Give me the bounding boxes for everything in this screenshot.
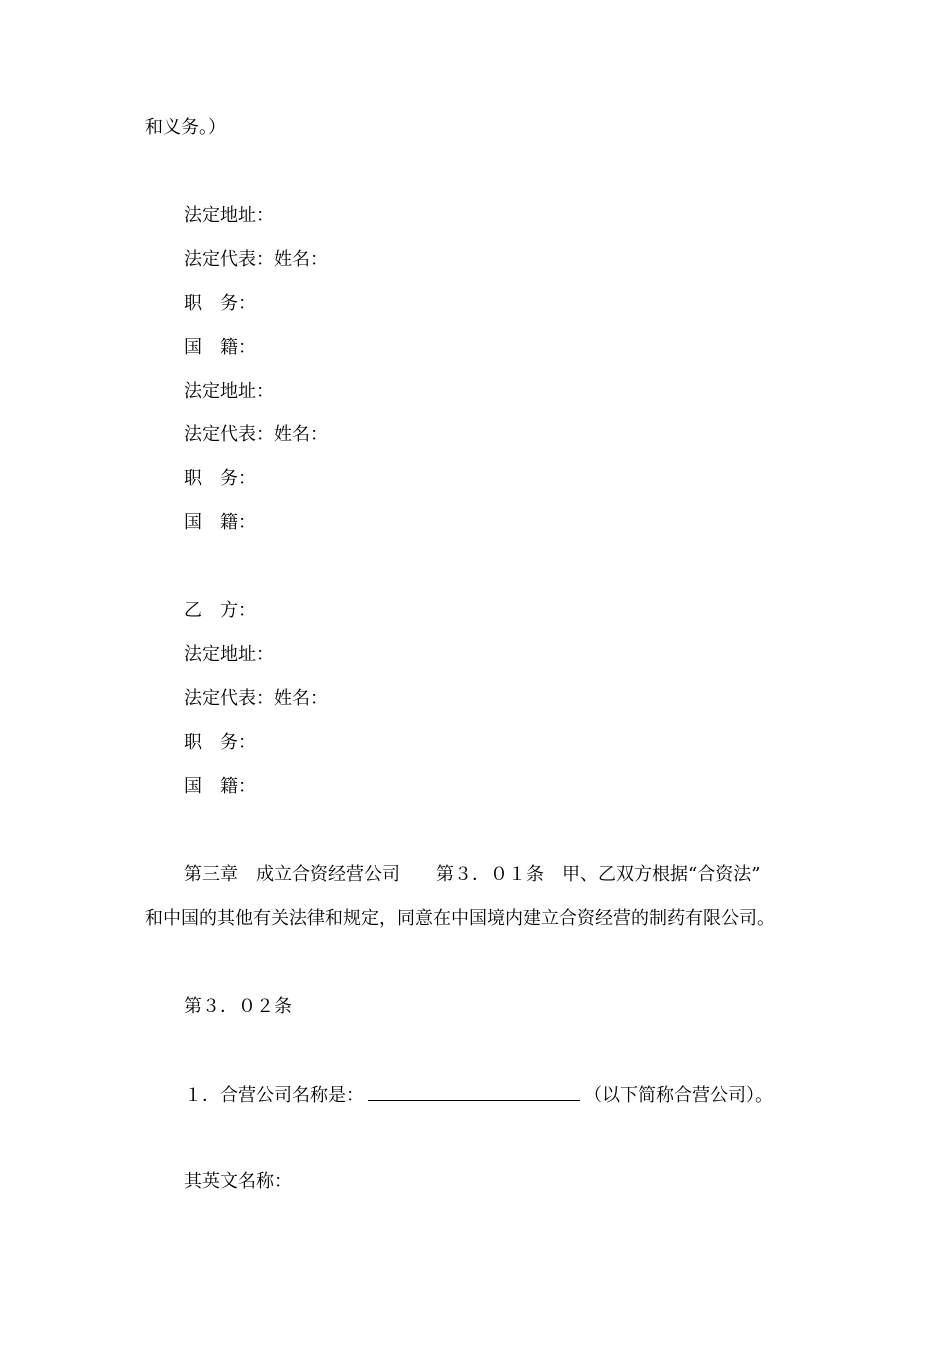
party-a-rep2-nationality-label: 国 籍：	[184, 512, 256, 533]
company-name-line	[184, 1082, 773, 1106]
party-a-rep1-legal-rep-label: 法定代表：姓名：	[184, 249, 328, 270]
party-a-rep1-position-label: 职 务：	[184, 293, 256, 314]
party-b-position-label: 职 务：	[184, 732, 256, 753]
article-302-heading: 第３．０２条	[184, 996, 292, 1017]
party-a-rep1-address-label: 法定地址：	[184, 205, 274, 226]
party-a-rep2-address-label: 法定地址：	[184, 381, 274, 402]
chapter3-heading-line: 第三章 成立合资经营公司 第３．０１条 甲、乙双方根据“合资法”	[184, 864, 761, 885]
party-b-legal-rep-label: 法定代表：姓名：	[184, 688, 328, 709]
company-name-suffix: （以下简称合营公司）。	[584, 1085, 773, 1106]
company-name-prefix: １．合营公司名称是：	[184, 1085, 364, 1106]
english-name-label: 其英文名称：	[184, 1171, 292, 1192]
party-b-address-label: 法定地址：	[184, 644, 274, 665]
chapter3-article-301-text: 和中国的其他有关法律和规定，同意在中国境内建立合资经营的制药有限公司。	[145, 908, 775, 929]
intro-continuation: 和义务。）	[145, 117, 226, 138]
company-name-blank	[368, 1082, 580, 1101]
party-a-rep1-nationality-label: 国 籍：	[184, 337, 256, 358]
party-b-nationality-label: 国 籍：	[184, 776, 256, 797]
party-a-rep2-position-label: 职 务：	[184, 468, 256, 489]
party-a-rep2-legal-rep-label: 法定代表：姓名：	[184, 424, 328, 445]
party-b-title: 乙 方：	[184, 600, 256, 621]
